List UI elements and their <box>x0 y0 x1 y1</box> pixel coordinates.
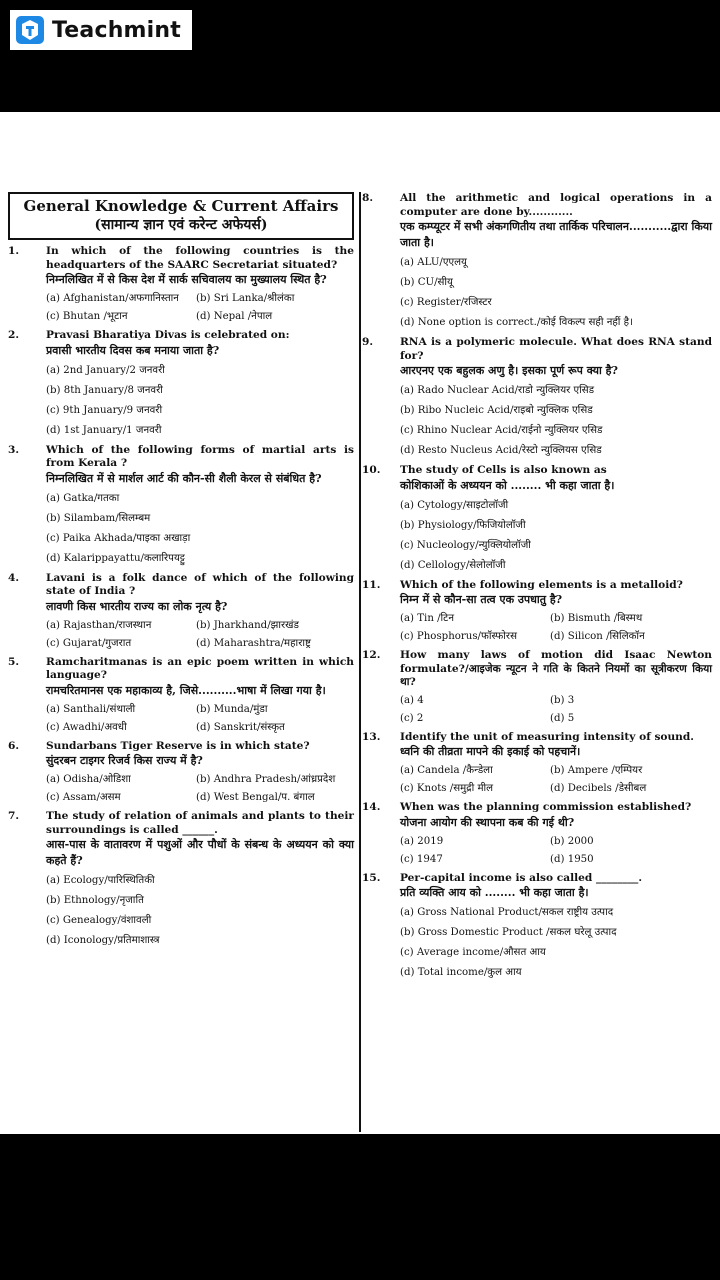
right-question-list <box>362 192 712 986</box>
option-row <box>400 610 712 628</box>
option: (d) Decibels /डेसीबल <box>550 783 647 794</box>
option-row <box>46 617 354 635</box>
option: (a) ALU/एएलयू <box>400 257 467 268</box>
question-15 <box>362 872 712 987</box>
option: (c) Average income/औसत आय <box>400 947 546 958</box>
options-list <box>400 496 712 576</box>
question-10 <box>362 464 712 579</box>
option: (c) Knots /समुद्री मील <box>400 783 494 794</box>
teachmint-logo-icon <box>16 16 44 44</box>
question-text-en: All the arithmetic and logical operations in a computer are done by............ <box>400 192 712 218</box>
banner-title-en: General Knowledge & Current Affairs <box>23 197 339 215</box>
question-6 <box>8 740 354 811</box>
option: (b) Physiology/फिजियोलॉजी <box>400 519 526 531</box>
question-body <box>46 245 354 329</box>
option: (a) Santhali/संथाली <box>46 703 136 715</box>
options-list <box>46 361 354 441</box>
option: (b) Jharkhand/झारखंड <box>196 619 299 631</box>
question-text-en: How many laws of motion did Isaac Newton formulate?/आइजेक न्यूटन ने गति के कितने नियमों का सूत्रीकरण किया था? <box>400 649 712 688</box>
options-list <box>400 381 712 461</box>
option: (d) Resto Nucleus Acid/रेस्टो न्युक्लियस एसिड <box>400 445 602 456</box>
question-body <box>46 810 354 954</box>
option: (b) Sri Lanka/श्रीलंका <box>196 293 295 304</box>
question-number: 12. <box>362 649 381 661</box>
option: (b) Ethnology/नृजाति <box>46 895 144 906</box>
question-body <box>400 336 712 464</box>
question-body <box>400 801 712 872</box>
option: (c) Paika Akhada/पाइका अखाड़ा <box>46 532 191 544</box>
option: (b) Ribo Nucleic Acid/राइबो न्युक्लिक एसिड <box>400 405 593 416</box>
option: (d) West Bengal/प. बंगाल <box>196 792 315 803</box>
option-row <box>46 701 354 719</box>
question-body <box>46 329 354 444</box>
option: (b) Ampere /एम्पियर <box>550 765 643 776</box>
options-list <box>46 701 354 737</box>
option-row <box>400 762 712 780</box>
option: (c) 1947 <box>400 853 443 865</box>
right-column <box>362 192 712 986</box>
question-4 <box>8 572 354 656</box>
option: (c) Nucleology/न्युक्लियोलॉजी <box>400 539 531 551</box>
option-row <box>400 692 712 710</box>
option: (a) Candela /कैन्डेला <box>400 765 493 776</box>
question-body <box>400 872 712 987</box>
question-body <box>400 649 712 731</box>
option: (b) 2000 <box>550 835 594 847</box>
question-body <box>46 656 354 740</box>
option: (d) Maharashtra/महाराष्ट्र <box>196 637 311 649</box>
question-text-hi: लावणी किस भारतीय राज्य का लोक नृत्य है? <box>46 599 228 613</box>
question-text-en: The study of Cells is also known as <box>400 464 607 476</box>
option: (d) Kalarippayattu/कलारिपयट्टु <box>46 552 185 564</box>
question-3 <box>8 444 354 572</box>
option-row <box>400 780 712 798</box>
question-number: 4. <box>8 571 20 584</box>
option: (a) Rajasthan/राजस्थान <box>46 619 152 631</box>
option-row <box>400 710 712 728</box>
option: (a) Odisha/ओडिशा <box>46 774 131 785</box>
question-body <box>400 579 712 650</box>
question-13 <box>362 731 712 802</box>
question-text-en: In which of the following countries is the headquarters of the SAARC Secretariat situated? <box>46 245 354 271</box>
document-page <box>0 112 720 1134</box>
question-text-en: Which of the following elements is a metalloid? <box>400 578 683 591</box>
question-number: 15. <box>362 871 381 884</box>
option: (c) Phosphorus/फॉस्फोरस <box>400 631 517 642</box>
question-number: 13. <box>362 730 381 743</box>
option: (c) Rhino Nuclear Acid/राईनो न्युक्लियर एसिड <box>400 425 603 436</box>
option: (c) Awadhi/अवधी <box>46 721 127 733</box>
question-number: 2. <box>8 329 20 341</box>
question-number: 1. <box>8 245 20 257</box>
option: (a) Gross National Product/सकल राष्ट्रीय उत्पाद <box>400 907 614 918</box>
question-text-en: Ramcharitmanas is an epic poem written in which language? <box>46 655 354 681</box>
question-number: 5. <box>8 655 20 668</box>
question-body <box>46 444 354 572</box>
question-number: 8. <box>362 192 374 204</box>
question-text-hi: निम्नलिखित में से मार्शल आर्ट की कौन-सी शैली केरल से संबंधित है? <box>46 471 322 485</box>
options-list <box>400 692 712 728</box>
option-row <box>46 290 354 308</box>
option-row <box>400 833 712 851</box>
option: (d) None option is correct./कोई विकल्प सही नहीं है। <box>400 317 633 328</box>
option: (d) Total income/कुल आय <box>400 967 522 978</box>
option: (a) Ecology/पारिस्थितिकी <box>46 875 155 886</box>
question-text-hi: एक कम्प्यूटर में सभी अंकगणितीय तथा तार्किक परिचालन...........द्वारा किया जाता है। <box>400 220 712 249</box>
question-text-en: Pravasi Bharatiya Divas is celebrated on: <box>46 329 290 341</box>
question-2 <box>8 329 354 444</box>
option-row <box>400 851 712 869</box>
option: (c) Gujarat/गुजरात <box>46 637 132 649</box>
options-list <box>46 771 354 807</box>
question-text-hi: निम्नलिखित में से किस देश में सार्क सचिवालय का मुख्यालय स्थित है? <box>46 273 327 286</box>
option: (d) Iconology/प्रतिमाशास्त्र <box>46 935 160 946</box>
option: (d) Silicon /सिलिकॉन <box>550 631 645 642</box>
option: (d) Nepal /नेपाल <box>196 311 273 322</box>
option: (c) Genealogy/वंशावली <box>46 915 152 926</box>
brand-name: Teachmint <box>52 17 181 43</box>
left-column <box>8 192 354 954</box>
options-list <box>46 489 354 569</box>
option-row <box>46 719 354 737</box>
question-8 <box>362 192 712 336</box>
question-number: 3. <box>8 443 20 456</box>
question-7 <box>8 810 354 954</box>
option-row <box>46 771 354 789</box>
question-text-hi: ध्वनि की तीव्रता मापने की इकाई को पहचानें। <box>400 745 581 758</box>
section-banner <box>8 192 354 240</box>
question-text-en: RNA is a polymeric molecule. What does RNA stand for? <box>400 336 712 362</box>
options-list <box>400 610 712 646</box>
question-body <box>400 464 712 579</box>
column-divider <box>359 192 361 1132</box>
question-number: 11. <box>362 578 381 591</box>
question-text-hi: प्रवासी भारतीय दिवस कब मनाया जाता है? <box>46 343 220 357</box>
question-number: 6. <box>8 739 20 752</box>
options-list <box>400 253 712 333</box>
question-14 <box>362 801 712 872</box>
options-list <box>46 617 354 653</box>
banner-title-hi: (सामान्य ज्ञान एवं करेन्ट अफेयर्स) <box>94 217 268 233</box>
option: (c) 9th January/9 जनवरी <box>46 404 163 416</box>
option: (b) Bismuth /बिस्मथ <box>550 613 643 624</box>
option: (c) Register/रजिस्टर <box>400 297 492 308</box>
question-text-en: Per-capital income is also called ________. <box>400 871 643 884</box>
option: (b) Munda/मुंडा <box>196 703 268 715</box>
question-body <box>46 572 354 656</box>
option: (d) 1950 <box>550 853 594 865</box>
option: (c) Bhutan /भूटान <box>46 311 128 322</box>
question-5 <box>8 656 354 740</box>
option-row <box>400 628 712 646</box>
options-list <box>400 903 712 983</box>
option: (a) Tin /टिन <box>400 613 454 624</box>
question-body <box>400 731 712 802</box>
option: (b) 3 <box>550 694 575 706</box>
question-12 <box>362 649 712 731</box>
question-text-hi: निम्न में से कौन-सा तत्व एक उपधातु है? <box>400 593 563 606</box>
question-text-hi: आस-पास के वातावरण में पशुओं और पौधों के संबन्ध के अध्ययन को क्या कहते हैं? <box>46 838 354 867</box>
question-11 <box>362 579 712 650</box>
question-text-en: Sundarbans Tiger Reserve is in which state? <box>46 739 310 752</box>
options-list <box>46 290 354 326</box>
question-number: 14. <box>362 801 381 813</box>
options-list <box>46 871 354 951</box>
question-body <box>46 740 354 811</box>
question-text-hi: रामचरितमानस एक महाकाव्य है, जिसे..........भाषा में लिखा गया है। <box>46 683 326 697</box>
question-text-hi: प्रति व्यक्ति आय को ........ भी कहा जाता है। <box>400 886 589 899</box>
option: (a) Afghanistan/अफगानिस्तान <box>46 293 179 304</box>
option: (d) 5 <box>550 712 575 724</box>
option: (b) CU/सीयू <box>400 277 453 288</box>
option: (d) Cellology/सेलोलॉजी <box>400 559 506 571</box>
question-text-en: Lavani is a folk dance of which of the following state of India ? <box>46 571 354 597</box>
option: (d) 1st January/1 जनवरी <box>46 424 162 436</box>
option: (a) 4 <box>400 694 424 706</box>
left-question-list <box>8 245 354 954</box>
question-text-en: The study of relation of animals and plants to their surroundings is called ______. <box>46 810 354 836</box>
option: (b) Gross Domestic Product /सकल घरेलू उत्पाद <box>400 927 617 938</box>
options-list <box>400 762 712 798</box>
teachmint-logo <box>10 10 192 50</box>
question-text-hi: कोशिकाओं के अध्ययन को ........ भी कहा जाता है। <box>400 478 615 492</box>
option: (c) 2 <box>400 712 424 724</box>
option: (b) 8th January/8 जनवरी <box>46 384 163 396</box>
question-number: 7. <box>8 810 20 822</box>
question-9 <box>362 336 712 464</box>
options-list <box>400 833 712 869</box>
question-1 <box>8 245 354 329</box>
option: (d) Sanskrit/संस्कृत <box>196 721 285 733</box>
option: (b) Andhra Pradesh/आंध्रप्रदेश <box>196 774 336 785</box>
option: (a) 2nd January/2 जनवरी <box>46 364 165 376</box>
question-text-en: Which of the following forms of martial arts is from Kerala ? <box>46 443 354 469</box>
question-text-hi: सुंदरबन टाइगर रिजर्व किस राज्य में है? <box>46 754 203 767</box>
option-row <box>46 789 354 807</box>
option-row <box>46 635 354 653</box>
question-body <box>400 192 712 336</box>
question-text-en: Identify the unit of measuring intensity of sound. <box>400 730 694 743</box>
option: (c) Assam/असम <box>46 792 121 803</box>
option: (a) 2019 <box>400 835 444 847</box>
option: (a) Rado Nuclear Acid/राडो न्युक्लियर एसिड <box>400 385 595 396</box>
option: (b) Silambam/सिलम्बम <box>46 512 151 524</box>
option-row <box>46 308 354 326</box>
question-text-hi: योजना आयोग की स्थापना कब की गई थी? <box>400 815 575 829</box>
option: (a) Gatka/गतका <box>46 492 120 504</box>
question-number: 9. <box>362 336 374 348</box>
question-number: 10. <box>362 464 381 476</box>
question-text-hi: आरएनए एक बहुलक अणु है। इसका पूर्ण रूप क्या है? <box>400 364 618 377</box>
option: (a) Cytology/साइटोलॉजी <box>400 499 509 511</box>
question-text-en: When was the planning commission established? <box>400 801 692 813</box>
